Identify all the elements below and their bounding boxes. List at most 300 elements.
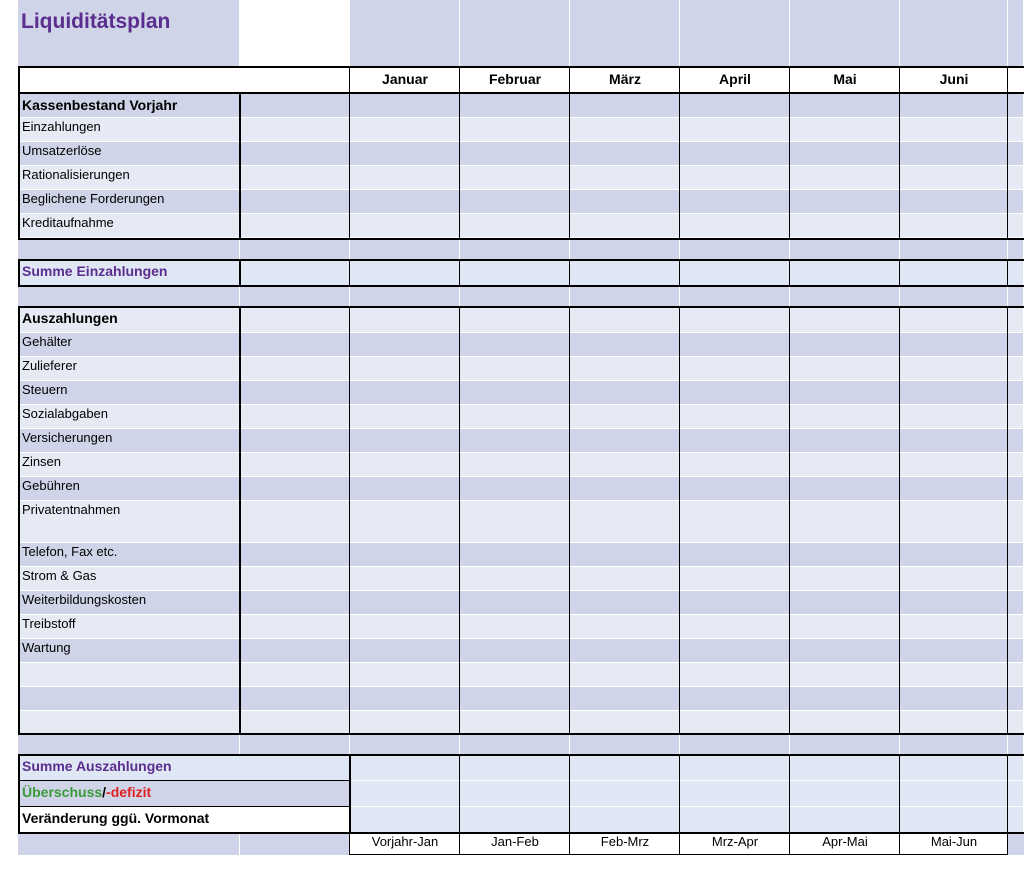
einzahlung-item-0-value-6[interactable] (790, 118, 900, 142)
ueberschuss-value-8[interactable] (1008, 781, 1024, 807)
auszahlung-item-10-value-1[interactable] (240, 591, 350, 615)
auszahlung-item-12: Wartung (18, 639, 240, 663)
title-band-cell-8[interactable] (1008, 0, 1024, 66)
title-band-cell-7[interactable] (900, 0, 1008, 66)
auszahlung-item-4-value-3[interactable] (460, 429, 570, 453)
auszahlung-item-1-value-8[interactable] (1008, 357, 1024, 381)
summe-auszahlungen-value-3[interactable] (460, 755, 570, 781)
auszahlungen-label-value-6[interactable] (790, 307, 900, 333)
spacer-3-1[interactable] (240, 735, 350, 755)
auszahlung-item-6-value-4[interactable] (570, 477, 680, 501)
grid-border-line (899, 260, 900, 286)
grid-border-line (1007, 307, 1008, 734)
auszahlung-item-3-value-1[interactable] (240, 405, 350, 429)
spacer-2-3[interactable] (460, 286, 570, 307)
einzahlung-item-1-value-7[interactable] (900, 142, 1008, 166)
auszahlung-item-6-value-3[interactable] (460, 477, 570, 501)
auszahlung-item-4-value-7[interactable] (900, 429, 1008, 453)
summe-auszahlungen-value-7[interactable] (900, 755, 1008, 781)
auszahlung-item-7-value-2[interactable] (350, 501, 460, 543)
auszahlung-item-1-value-3[interactable] (460, 357, 570, 381)
auszahlung-item-7-value-5[interactable] (680, 501, 790, 543)
auszahlung-item-9-value-4[interactable] (570, 567, 680, 591)
kassenbestand-vorjahr-label-value-1[interactable] (240, 94, 350, 118)
title-band-cell-5[interactable] (680, 0, 790, 66)
auszahlung-item-6-value-1[interactable] (240, 477, 350, 501)
grid-border-line (569, 66, 570, 94)
kassenbestand-vorjahr-label-value-8[interactable] (1008, 94, 1024, 118)
auszahlung-item-14-value-4[interactable] (570, 687, 680, 711)
einzahlung-item-4-value-5[interactable] (680, 214, 790, 238)
auszahlung-item-6-value-8[interactable] (1008, 477, 1024, 501)
ueberschuss-value-5[interactable] (680, 781, 790, 807)
auszahlung-item-11-value-1[interactable] (240, 615, 350, 639)
summe-einzahlungen-value-5[interactable] (680, 260, 790, 286)
auszahlungen-label-value-3[interactable] (460, 307, 570, 333)
auszahlung-item-12-value-6[interactable] (790, 639, 900, 663)
auszahlung-item-10-value-2[interactable] (350, 591, 460, 615)
spacer-1-3[interactable] (460, 238, 570, 260)
auszahlung-item-11-value-3[interactable] (460, 615, 570, 639)
auszahlung-item-2-value-4[interactable] (570, 381, 680, 405)
auszahlungen-label-value-5[interactable] (680, 307, 790, 333)
auszahlung-item-10-value-6[interactable] (790, 591, 900, 615)
auszahlung-item-1-value-6[interactable] (790, 357, 900, 381)
auszahlung-item-9-value-3[interactable] (460, 567, 570, 591)
kassenbestand-vorjahr-label-value-7[interactable] (900, 94, 1008, 118)
spacer-3-3[interactable] (460, 735, 570, 755)
ueberschuss-value-7[interactable] (900, 781, 1008, 807)
spacer-3-5[interactable] (680, 735, 790, 755)
grid-border-line (1007, 755, 1008, 832)
veraenderung-value-3[interactable] (460, 807, 570, 833)
auszahlungen-label-value-7[interactable] (900, 307, 1008, 333)
summe-einzahlungen-value-3[interactable] (460, 260, 570, 286)
spacer-1-4[interactable] (570, 238, 680, 260)
summe-einzahlungen-value-4[interactable] (570, 260, 680, 286)
month-header-1: Februar (460, 67, 570, 93)
auszahlung-item-7-value-7[interactable] (900, 501, 1008, 543)
auszahlung-item-11-value-4[interactable] (570, 615, 680, 639)
grid-border-line (349, 754, 351, 834)
grid-border-line (459, 66, 460, 94)
auszahlung-item-12-value-4[interactable] (570, 639, 680, 663)
einzahlung-item-4-value-2[interactable] (350, 214, 460, 238)
auszahlung-item-15-value-5[interactable] (680, 711, 790, 735)
ueberschuss-value-6[interactable] (790, 781, 900, 807)
spacer-3-2[interactable] (350, 735, 460, 755)
grid-border-line (569, 755, 570, 832)
ueberschuss-value-3[interactable] (460, 781, 570, 807)
spacer-1-5[interactable] (680, 238, 790, 260)
auszahlung-item-8-value-6[interactable] (790, 543, 900, 567)
grid-border-line (18, 92, 1024, 94)
einzahlung-item-3: Beglichene Forderungen (18, 190, 240, 214)
einzahlung-item-0-value-4[interactable] (570, 118, 680, 142)
einzahlung-item-2-value-3[interactable] (460, 166, 570, 190)
grid-border-line (18, 285, 1024, 287)
summe-einzahlungen-label: Summe Einzahlungen (18, 260, 240, 286)
einzahlung-item-3-value-1[interactable] (240, 190, 350, 214)
auszahlung-item-10-value-8[interactable] (1008, 591, 1024, 615)
einzahlung-item-2-value-2[interactable] (350, 166, 460, 190)
auszahlung-item-2-value-7[interactable] (900, 381, 1008, 405)
auszahlung-item-7-value-1[interactable] (240, 501, 350, 543)
spacer-3-6[interactable] (790, 735, 900, 755)
auszahlung-item-12-value-8[interactable] (1008, 639, 1024, 663)
auszahlung-item-5-value-4[interactable] (570, 453, 680, 477)
einzahlung-item-0-value-5[interactable] (680, 118, 790, 142)
auszahlung-item-14 (18, 687, 240, 711)
grid-border-line (679, 260, 680, 286)
auszahlung-item-15-value-2[interactable] (350, 711, 460, 735)
einzahlung-item-2-value-8[interactable] (1008, 166, 1024, 190)
auszahlung-item-13-value-4[interactable] (570, 663, 680, 687)
auszahlung-item-5-value-8[interactable] (1008, 453, 1024, 477)
grid-border-line (349, 94, 350, 238)
auszahlung-item-8-value-1[interactable] (240, 543, 350, 567)
grid-border-line (569, 307, 570, 734)
grid-border-line (18, 259, 1024, 261)
auszahlung-item-15-value-8[interactable] (1008, 711, 1024, 735)
auszahlung-item-6-value-5[interactable] (680, 477, 790, 501)
title-band-cell-4[interactable] (570, 0, 680, 66)
auszahlung-item-14-value-5[interactable] (680, 687, 790, 711)
auszahlung-item-9-value-1[interactable] (240, 567, 350, 591)
einzahlung-item-1-value-1[interactable] (240, 142, 350, 166)
einzahlung-item-4-value-4[interactable] (570, 214, 680, 238)
summe-einzahlungen-value-7[interactable] (900, 260, 1008, 286)
auszahlung-item-12-value-3[interactable] (460, 639, 570, 663)
veraenderung-value-2[interactable] (350, 807, 460, 833)
summe-einzahlungen-value-6[interactable] (790, 260, 900, 286)
spacer-3-4[interactable] (570, 735, 680, 755)
einzahlung-item-1-value-3[interactable] (460, 142, 570, 166)
compare-label-3: Mrz-Apr (680, 833, 790, 855)
auszahlungen-label-value-1[interactable] (240, 307, 350, 333)
auszahlungen-label-value-8[interactable] (1008, 307, 1024, 333)
auszahlung-item-0-value-8[interactable] (1008, 333, 1024, 357)
auszahlung-item-13-value-6[interactable] (790, 663, 900, 687)
auszahlung-item-0-value-6[interactable] (790, 333, 900, 357)
spacer-1-2[interactable] (350, 238, 460, 260)
spacer-3-8[interactable] (1008, 735, 1024, 755)
auszahlung-item-5-value-1[interactable] (240, 453, 350, 477)
auszahlung-item-6: Gebühren (18, 477, 240, 501)
ueberschuss-label (18, 781, 350, 807)
einzahlung-item-4-value-6[interactable] (790, 214, 900, 238)
auszahlung-item-5-value-2[interactable] (350, 453, 460, 477)
title-band-cell-6[interactable] (790, 0, 900, 66)
summe-auszahlungen-value-2[interactable] (350, 755, 460, 781)
auszahlung-item-12-value-7[interactable] (900, 639, 1008, 663)
spacer-1-8[interactable] (1008, 238, 1024, 260)
auszahlung-item-11-value-8[interactable] (1008, 615, 1024, 639)
auszahlung-item-9-value-8[interactable] (1008, 567, 1024, 591)
grid-border-line (349, 66, 350, 94)
auszahlung-item-1-value-4[interactable] (570, 357, 680, 381)
auszahlung-item-15-value-1[interactable] (240, 711, 350, 735)
auszahlung-item-12-value-5[interactable] (680, 639, 790, 663)
einzahlung-item-3-value-8[interactable] (1008, 190, 1024, 214)
auszahlung-item-10-value-4[interactable] (570, 591, 680, 615)
grid-border-line (899, 833, 900, 855)
auszahlung-item-2-value-2[interactable] (350, 381, 460, 405)
auszahlung-item-2-value-5[interactable] (680, 381, 790, 405)
auszahlung-item-15-value-4[interactable] (570, 711, 680, 735)
veraenderung-value-4[interactable] (570, 807, 680, 833)
einzahlung-item-0-value-7[interactable] (900, 118, 1008, 142)
spacer-3-7[interactable] (900, 735, 1008, 755)
spacer-2-6[interactable] (790, 286, 900, 307)
einzahlung-item-2-value-7[interactable] (900, 166, 1008, 190)
auszahlung-item-9-value-5[interactable] (680, 567, 790, 591)
auszahlung-item-11-value-6[interactable] (790, 615, 900, 639)
auszahlung-item-4-value-4[interactable] (570, 429, 680, 453)
auszahlung-item-0-value-7[interactable] (900, 333, 1008, 357)
einzahlung-item-3-value-6[interactable] (790, 190, 900, 214)
grid-border-line (789, 755, 790, 832)
spacer-1-7[interactable] (900, 238, 1008, 260)
auszahlung-item-1-value-1[interactable] (240, 357, 350, 381)
auszahlung-item-1-value-2[interactable] (350, 357, 460, 381)
ueberschuss-value-4[interactable] (570, 781, 680, 807)
auszahlung-item-12-value-1[interactable] (240, 639, 350, 663)
auszahlung-item-0-value-2[interactable] (350, 333, 460, 357)
auszahlung-item-2-value-3[interactable] (460, 381, 570, 405)
einzahlung-item-3-value-5[interactable] (680, 190, 790, 214)
auszahlung-item-15-value-3[interactable] (460, 711, 570, 735)
summe-auszahlungen-value-6[interactable] (790, 755, 900, 781)
spacer-2-7[interactable] (900, 286, 1008, 307)
auszahlung-item-8-value-3[interactable] (460, 543, 570, 567)
spacer-2-0[interactable] (18, 286, 240, 307)
auszahlung-item-2: Steuern (18, 381, 240, 405)
summe-auszahlungen-value-5[interactable] (680, 755, 790, 781)
veraenderung-value-8[interactable] (1008, 807, 1024, 833)
kassenbestand-vorjahr-label-value-2[interactable] (350, 94, 460, 118)
month-header-3: April (680, 67, 790, 93)
auszahlung-item-3-value-7[interactable] (900, 405, 1008, 429)
auszahlung-item-4: Versicherungen (18, 429, 240, 453)
title-band-cell-2[interactable] (350, 0, 460, 66)
einzahlung-item-0-value-3[interactable] (460, 118, 570, 142)
auszahlung-item-4-value-2[interactable] (350, 429, 460, 453)
einzahlung-item-2-value-5[interactable] (680, 166, 790, 190)
auszahlung-item-7-value-6[interactable] (790, 501, 900, 543)
einzahlung-item-2-value-1[interactable] (240, 166, 350, 190)
auszahlung-item-6-value-6[interactable] (790, 477, 900, 501)
auszahlung-item-13-value-1[interactable] (240, 663, 350, 687)
auszahlung-item-4-value-5[interactable] (680, 429, 790, 453)
grid-border-line (18, 780, 350, 781)
auszahlung-item-12-value-2[interactable] (350, 639, 460, 663)
header-label-cell (18, 67, 350, 93)
auszahlung-item-3-value-4[interactable] (570, 405, 680, 429)
auszahlung-item-11-value-7[interactable] (900, 615, 1008, 639)
einzahlung-item-1-value-2[interactable] (350, 142, 460, 166)
grid-border-line (18, 832, 1024, 834)
auszahlung-item-13-value-8[interactable] (1008, 663, 1024, 687)
compare-overflow (1008, 833, 1024, 855)
auszahlung-item-8-value-8[interactable] (1008, 543, 1024, 567)
einzahlung-item-4-value-3[interactable] (460, 214, 570, 238)
auszahlung-item-9-value-2[interactable] (350, 567, 460, 591)
auszahlung-item-6-value-7[interactable] (900, 477, 1008, 501)
summe-einzahlungen-value-1[interactable] (240, 260, 350, 286)
einzahlung-item-4-value-1[interactable] (240, 214, 350, 238)
einzahlung-item-4-value-8[interactable] (1008, 214, 1024, 238)
auszahlung-item-7-value-3[interactable] (460, 501, 570, 543)
auszahlung-item-3-value-5[interactable] (680, 405, 790, 429)
kassenbestand-vorjahr-label-value-4[interactable] (570, 94, 680, 118)
summe-auszahlungen-value-8[interactable] (1008, 755, 1024, 781)
einzahlung-item-1-value-5[interactable] (680, 142, 790, 166)
auszahlung-item-3-value-3[interactable] (460, 405, 570, 429)
defizit-text: -defizit (106, 784, 152, 800)
grid-border-line (349, 260, 350, 286)
einzahlung-item-3-value-4[interactable] (570, 190, 680, 214)
kassenbestand-vorjahr-label-value-5[interactable] (680, 94, 790, 118)
spacer-2-2[interactable] (350, 286, 460, 307)
spacer-1-1[interactable] (240, 238, 350, 260)
kassenbestand-vorjahr-label-value-3[interactable] (460, 94, 570, 118)
compare-spacer-2 (240, 833, 350, 855)
summe-auszahlungen-value-4[interactable] (570, 755, 680, 781)
spacer-1-6[interactable] (790, 238, 900, 260)
auszahlung-item-2-value-6[interactable] (790, 381, 900, 405)
auszahlung-item-8-value-2[interactable] (350, 543, 460, 567)
auszahlung-item-9-value-6[interactable] (790, 567, 900, 591)
grid-border-line (899, 307, 900, 734)
veraenderung-value-7[interactable] (900, 807, 1008, 833)
kassenbestand-vorjahr-label: Kassenbestand Vorjahr (18, 94, 240, 118)
auszahlung-item-14-value-7[interactable] (900, 687, 1008, 711)
einzahlung-item-1-value-4[interactable] (570, 142, 680, 166)
auszahlung-item-6-value-2[interactable] (350, 477, 460, 501)
auszahlung-item-0-value-5[interactable] (680, 333, 790, 357)
auszahlung-item-10-value-7[interactable] (900, 591, 1008, 615)
auszahlung-item-14-value-3[interactable] (460, 687, 570, 711)
auszahlung-item-8-value-4[interactable] (570, 543, 680, 567)
auszahlung-item-2-value-8[interactable] (1008, 381, 1024, 405)
auszahlung-item-3-value-2[interactable] (350, 405, 460, 429)
auszahlung-item-11-value-5[interactable] (680, 615, 790, 639)
auszahlung-item-3-value-8[interactable] (1008, 405, 1024, 429)
auszahlung-item-14-value-1[interactable] (240, 687, 350, 711)
auszahlung-item-7: Privatentnahmen (18, 501, 240, 543)
auszahlung-item-8-value-5[interactable] (680, 543, 790, 567)
auszahlung-item-5-value-3[interactable] (460, 453, 570, 477)
spacer-2-5[interactable] (680, 286, 790, 307)
auszahlung-item-2-value-1[interactable] (240, 381, 350, 405)
grid-border-line (1007, 94, 1008, 238)
auszahlung-item-10-value-5[interactable] (680, 591, 790, 615)
einzahlung-item-3-value-3[interactable] (460, 190, 570, 214)
auszahlung-item-0-value-3[interactable] (460, 333, 570, 357)
einzahlung-item-0-value-8[interactable] (1008, 118, 1024, 142)
auszahlung-item-0-value-1[interactable] (240, 333, 350, 357)
spacer-2-8[interactable] (1008, 286, 1024, 307)
auszahlung-item-13-value-7[interactable] (900, 663, 1008, 687)
auszahlung-item-9: Strom & Gas (18, 567, 240, 591)
auszahlung-item-10-value-3[interactable] (460, 591, 570, 615)
auszahlung-item-9-value-7[interactable] (900, 567, 1008, 591)
grid-border-line (18, 806, 350, 807)
auszahlungen-label-value-2[interactable] (350, 307, 460, 333)
grid-border-line (679, 94, 680, 238)
spacer-2-4[interactable] (570, 286, 680, 307)
einzahlung-item-3-value-7[interactable] (900, 190, 1008, 214)
auszahlung-item-7-value-8[interactable] (1008, 501, 1024, 543)
spacer-2-1[interactable] (240, 286, 350, 307)
einzahlung-item-2-value-4[interactable] (570, 166, 680, 190)
auszahlung-item-14-value-6[interactable] (790, 687, 900, 711)
auszahlung-item-8: Telefon, Fax etc. (18, 543, 240, 567)
auszahlung-item-4-value-8[interactable] (1008, 429, 1024, 453)
auszahlung-item-14-value-2[interactable] (350, 687, 460, 711)
auszahlung-item-5-value-6[interactable] (790, 453, 900, 477)
compare-label-2: Feb-Mrz (570, 833, 680, 855)
veraenderung-label: Veränderung ggü. Vormonat (18, 807, 350, 833)
spacer-1-0[interactable] (18, 238, 240, 260)
title-band-cell-3[interactable] (460, 0, 570, 66)
auszahlung-item-7-value-4[interactable] (570, 501, 680, 543)
summe-auszahlungen-label: Summe Auszahlungen (18, 755, 350, 781)
grid-border-line (899, 66, 900, 94)
auszahlung-item-11-value-2[interactable] (350, 615, 460, 639)
auszahlung-item-1-value-5[interactable] (680, 357, 790, 381)
auszahlung-item-5-value-5[interactable] (680, 453, 790, 477)
einzahlung-item-4-value-7[interactable] (900, 214, 1008, 238)
grid-border-line (18, 66, 1024, 68)
auszahlung-item-8-value-7[interactable] (900, 543, 1008, 567)
einzahlung-item-2-value-6[interactable] (790, 166, 900, 190)
einzahlung-item-1-value-8[interactable] (1008, 142, 1024, 166)
auszahlung-item-15-value-6[interactable] (790, 711, 900, 735)
auszahlung-item-5-value-7[interactable] (900, 453, 1008, 477)
veraenderung-value-6[interactable] (790, 807, 900, 833)
auszahlung-item-4-value-1[interactable] (240, 429, 350, 453)
auszahlung-item-1-value-7[interactable] (900, 357, 1008, 381)
auszahlung-item-10: Weiterbildungskosten (18, 591, 240, 615)
kassenbestand-vorjahr-label-value-6[interactable] (790, 94, 900, 118)
auszahlung-item-13-value-2[interactable] (350, 663, 460, 687)
summe-einzahlungen-value-8[interactable] (1008, 260, 1024, 286)
auszahlung-item-13-value-3[interactable] (460, 663, 570, 687)
veraenderung-value-5[interactable] (680, 807, 790, 833)
ueberschuss-value-2[interactable] (350, 781, 460, 807)
auszahlung-item-0-value-4[interactable] (570, 333, 680, 357)
auszahlungen-label-value-4[interactable] (570, 307, 680, 333)
title-margin (0, 0, 18, 66)
auszahlung-item-0: Gehälter (18, 333, 240, 357)
compare-label-0: Vorjahr-Jan (350, 833, 460, 855)
auszahlung-item-13-value-5[interactable] (680, 663, 790, 687)
grid-border-line (789, 307, 790, 734)
einzahlung-item-0-value-2[interactable] (350, 118, 460, 142)
auszahlung-item-15-value-7[interactable] (900, 711, 1008, 735)
einzahlung-item-3-value-2[interactable] (350, 190, 460, 214)
auszahlung-item-4-value-6[interactable] (790, 429, 900, 453)
auszahlung-item-14-value-8[interactable] (1008, 687, 1024, 711)
spacer-3-0[interactable] (18, 735, 240, 755)
einzahlung-item-1-value-6[interactable] (790, 142, 900, 166)
einzahlung-item-0-value-1[interactable] (240, 118, 350, 142)
grid-border-line (18, 754, 20, 834)
summe-einzahlungen-value-2[interactable] (350, 260, 460, 286)
auszahlung-item-3-value-6[interactable] (790, 405, 900, 429)
